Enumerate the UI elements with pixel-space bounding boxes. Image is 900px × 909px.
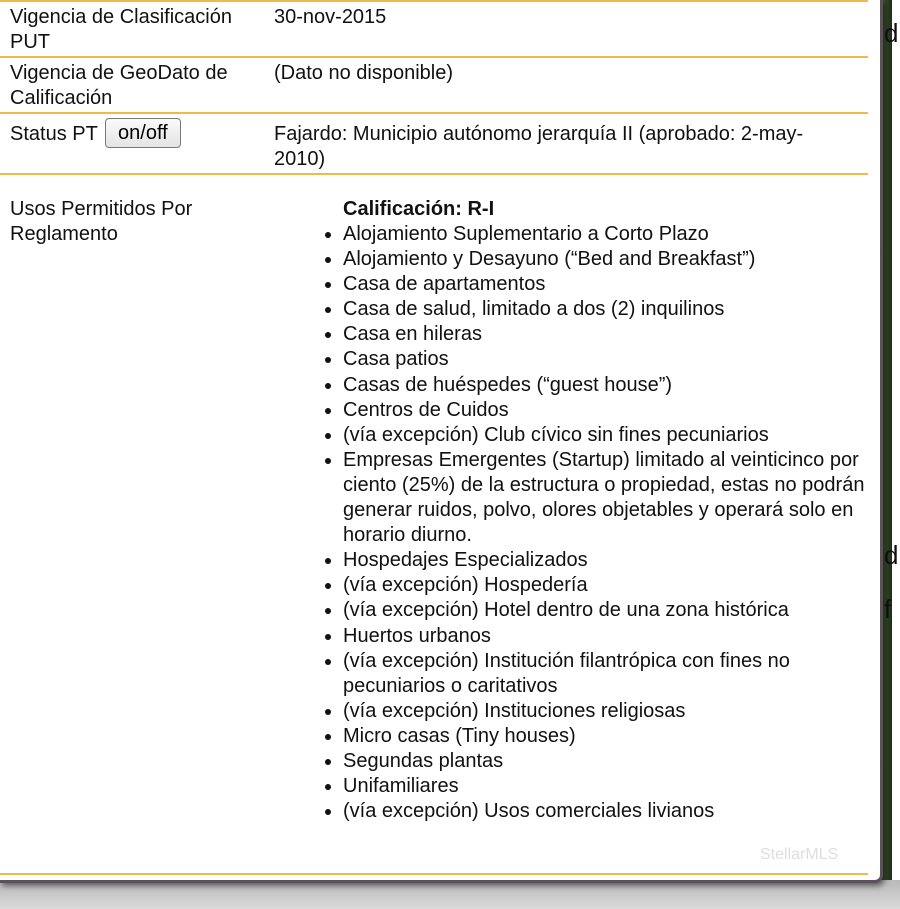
watermark: StellarMLS [760,846,839,863]
on-off-toggle-button[interactable]: on/off [105,118,181,148]
row-label: Status PT [10,123,98,145]
use-item: Alojamiento y Desayuno (“Bed and Breakfast”) [343,247,868,272]
use-item: (vía excepción) Hospedería [343,573,868,598]
use-item: Centros de Cuidos [343,398,868,423]
use-item: (vía excepción) Instituciones religiosas [343,699,868,724]
use-item: Hospedajes Especializados [343,548,868,573]
use-item: Casa de salud, limitado a dos (2) inquilinos [343,297,868,322]
row-value: 30-nov-2015 [274,6,387,28]
background-text-fragment: f [884,594,892,624]
use-item: Casa en hileras [343,322,868,347]
use-item: (vía excepción) Club cívico sin fines pecuniarios [343,423,868,448]
use-item: Empresas Emergentes (Startup) limitado al veinticinco por ciento (25%) de la estructura o propiedad, estas no podrán generar ruidos, polvo, olores objetables y operará solo en horario diurno. [343,448,868,548]
use-item: Micro casas (Tiny houses) [343,724,868,749]
use-item: Unifamiliares [343,774,868,799]
row-label: Vigencia de Clasificación PUT [10,6,232,53]
row-vigencia-geodato [0,58,868,114]
divider [0,873,868,875]
use-item: Casa patios [343,347,868,372]
uses-list [343,222,868,824]
background-text-fragment: d [884,540,899,570]
row-label: Vigencia de GeoDato de Calificación [10,62,228,109]
use-item: (vía excepción) Institución filantrópica con fines no pecuniarios o caritativos [343,649,868,699]
use-item: (vía excepción) Hotel dentro de una zona histórica [343,598,868,623]
use-item: (vía excepción) Usos comerciales livianos [343,799,868,824]
row-value: Fajardo: Municipio autónomo jerarquía II (aprobado: 2-may-2010) [274,123,804,170]
permitted-uses [343,197,868,824]
row-vigencia-clasificacion [0,2,868,58]
use-item: Alojamiento Suplementario a Corto Plazo [343,222,868,247]
uses-heading: Calificación: R-I [343,198,495,220]
use-item: Segundas plantas [343,749,868,774]
uses-label: Usos Permitidos Por Reglamento [10,198,193,245]
use-item: Huertos urbanos [343,624,868,649]
row-value: (Dato no disponible) [274,62,453,84]
row-label-group [10,122,181,148]
background-text-fragment: d [884,18,899,48]
use-item: Casa de apartamentos [343,272,868,297]
use-item: Casas de huéspedes (“guest house”) [343,373,868,398]
row-status-pt [0,114,868,175]
background-bottom [0,880,900,909]
